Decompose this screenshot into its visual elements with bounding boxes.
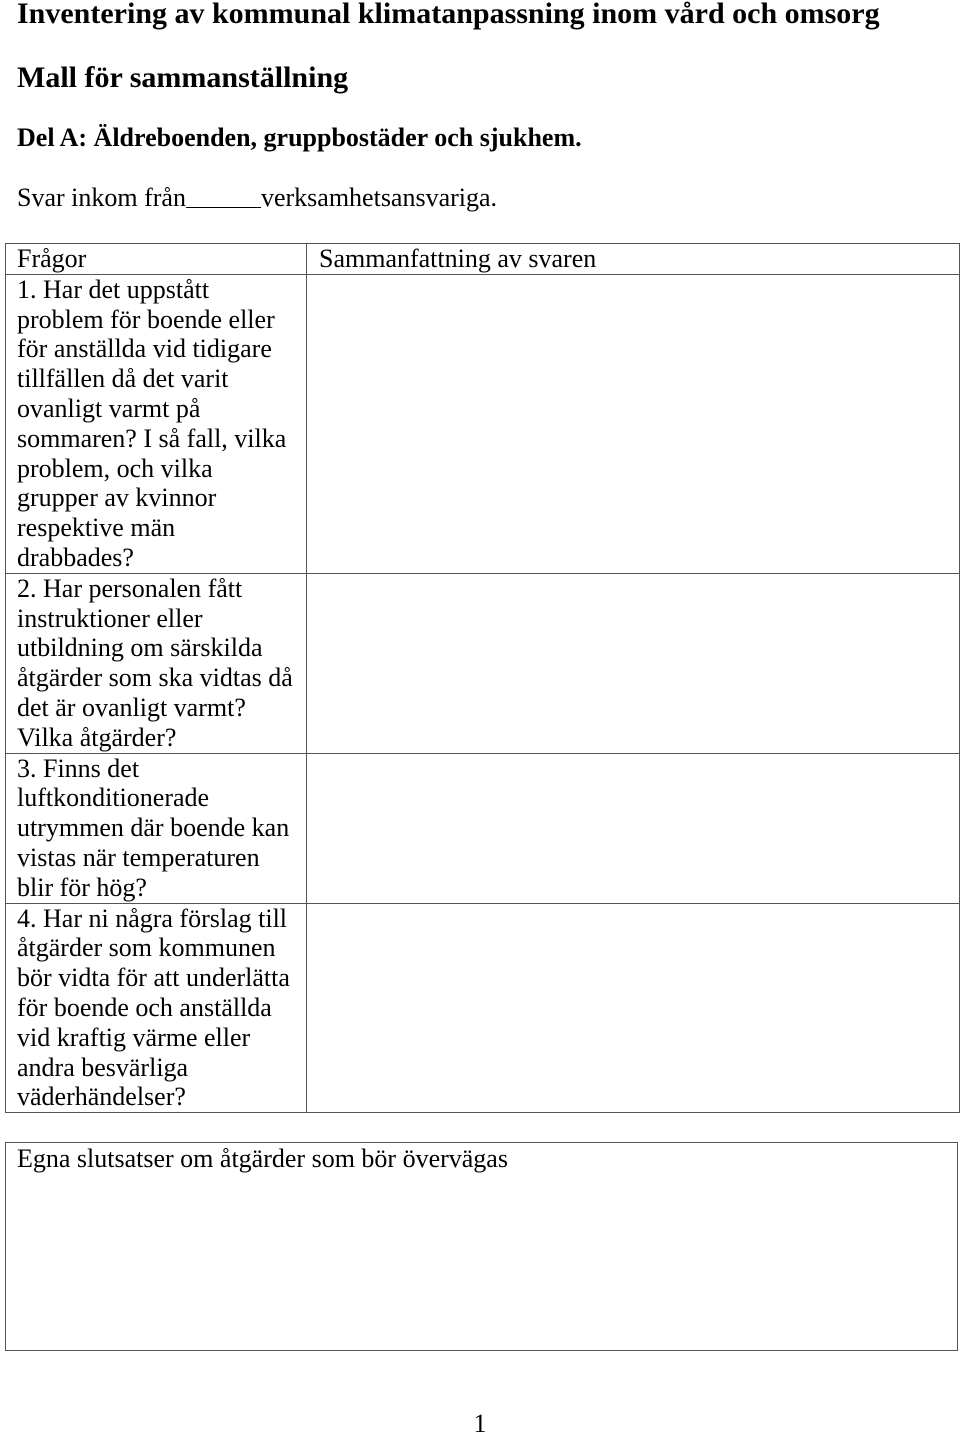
question-2-line: instruktioner eller: [17, 603, 203, 633]
page-subtitle: Mall för sammanställning: [17, 61, 349, 94]
question-3-line: blir för hög?: [17, 872, 147, 902]
question-1-line: 1. Har det uppstått: [17, 274, 210, 304]
question-row-4: [6, 903, 960, 1113]
question-4-line: för boende och anställda: [17, 992, 272, 1022]
summary-cell-3: [307, 753, 960, 903]
question-1-line: för anställda vid tidigare: [17, 334, 272, 364]
question-4-line: vid kraftig värme eller: [17, 1022, 251, 1052]
question-row-2: [6, 573, 960, 753]
question-cell-1: [6, 274, 307, 573]
table-header-row: [6, 244, 960, 275]
question-4-line: åtgärder som kommunen: [17, 933, 276, 963]
summary-cell-4: [307, 903, 960, 1113]
question-1-line: ovanligt varmt på: [17, 393, 201, 423]
questions-table: [5, 243, 960, 1113]
summary-cell-1: [307, 274, 960, 573]
question-1-line: drabbades?: [17, 542, 134, 572]
header-summary: Sammanfattning av svaren: [307, 244, 960, 275]
header-questions: Frågor: [6, 244, 307, 275]
question-1-line: problem, och vilka: [17, 453, 213, 483]
question-2-line: Vilka åtgärder?: [17, 722, 177, 752]
question-cell-2: [6, 573, 307, 753]
response-prefix: Svar inkom från: [17, 183, 186, 212]
question-2-line: åtgärder som ska vidtas då: [17, 663, 293, 693]
question-1-line: grupper av kvinnor: [17, 483, 217, 513]
question-4-line: bör vidta för att underlätta: [17, 963, 290, 993]
question-4-line: 4. Har ni några förslag till: [17, 903, 288, 933]
question-row-1: [6, 274, 960, 573]
question-3-line: luftkonditionerade: [17, 783, 210, 813]
response-line: [17, 183, 497, 213]
page-title: Inventering av kommunal klimatanpassning inom vård och omsorg: [17, 0, 880, 30]
conclusions-label: Egna slutsatser om åtgärder som bör övervägas: [17, 1144, 508, 1173]
response-blank: [186, 207, 261, 208]
conclusions-box: [5, 1142, 958, 1351]
questions-table-body: [6, 244, 960, 1113]
question-2-line: utbildning om särskilda: [17, 633, 263, 663]
question-1-line: problem för boende eller: [17, 304, 275, 334]
question-row-3: [6, 753, 960, 903]
question-3-line: vistas när temperaturen: [17, 842, 260, 872]
question-1-line: sommaren? I så fall, vilka: [17, 423, 287, 453]
question-1-line: tillfällen då det varit: [17, 364, 229, 394]
question-3-line: 3. Finns det: [17, 753, 140, 783]
question-3-line: utrymmen där boende kan: [17, 813, 290, 843]
section-heading: Del A: Äldreboenden, gruppbostäder och sjukhem.: [17, 123, 582, 152]
question-cell-3: [6, 753, 307, 903]
question-2-line: det är ovanligt varmt?: [17, 692, 246, 722]
question-2-line: 2. Har personalen fått: [17, 573, 243, 603]
summary-cell-2: [307, 573, 960, 753]
question-cell-4: [6, 903, 307, 1113]
question-4-line: väderhändelser?: [17, 1082, 186, 1112]
question-1-line: respektive män: [17, 513, 176, 543]
response-suffix: verksamhetsansvariga.: [260, 183, 498, 212]
question-4-line: andra besvärliga: [17, 1052, 189, 1082]
page-number: 1: [473, 1409, 487, 1438]
